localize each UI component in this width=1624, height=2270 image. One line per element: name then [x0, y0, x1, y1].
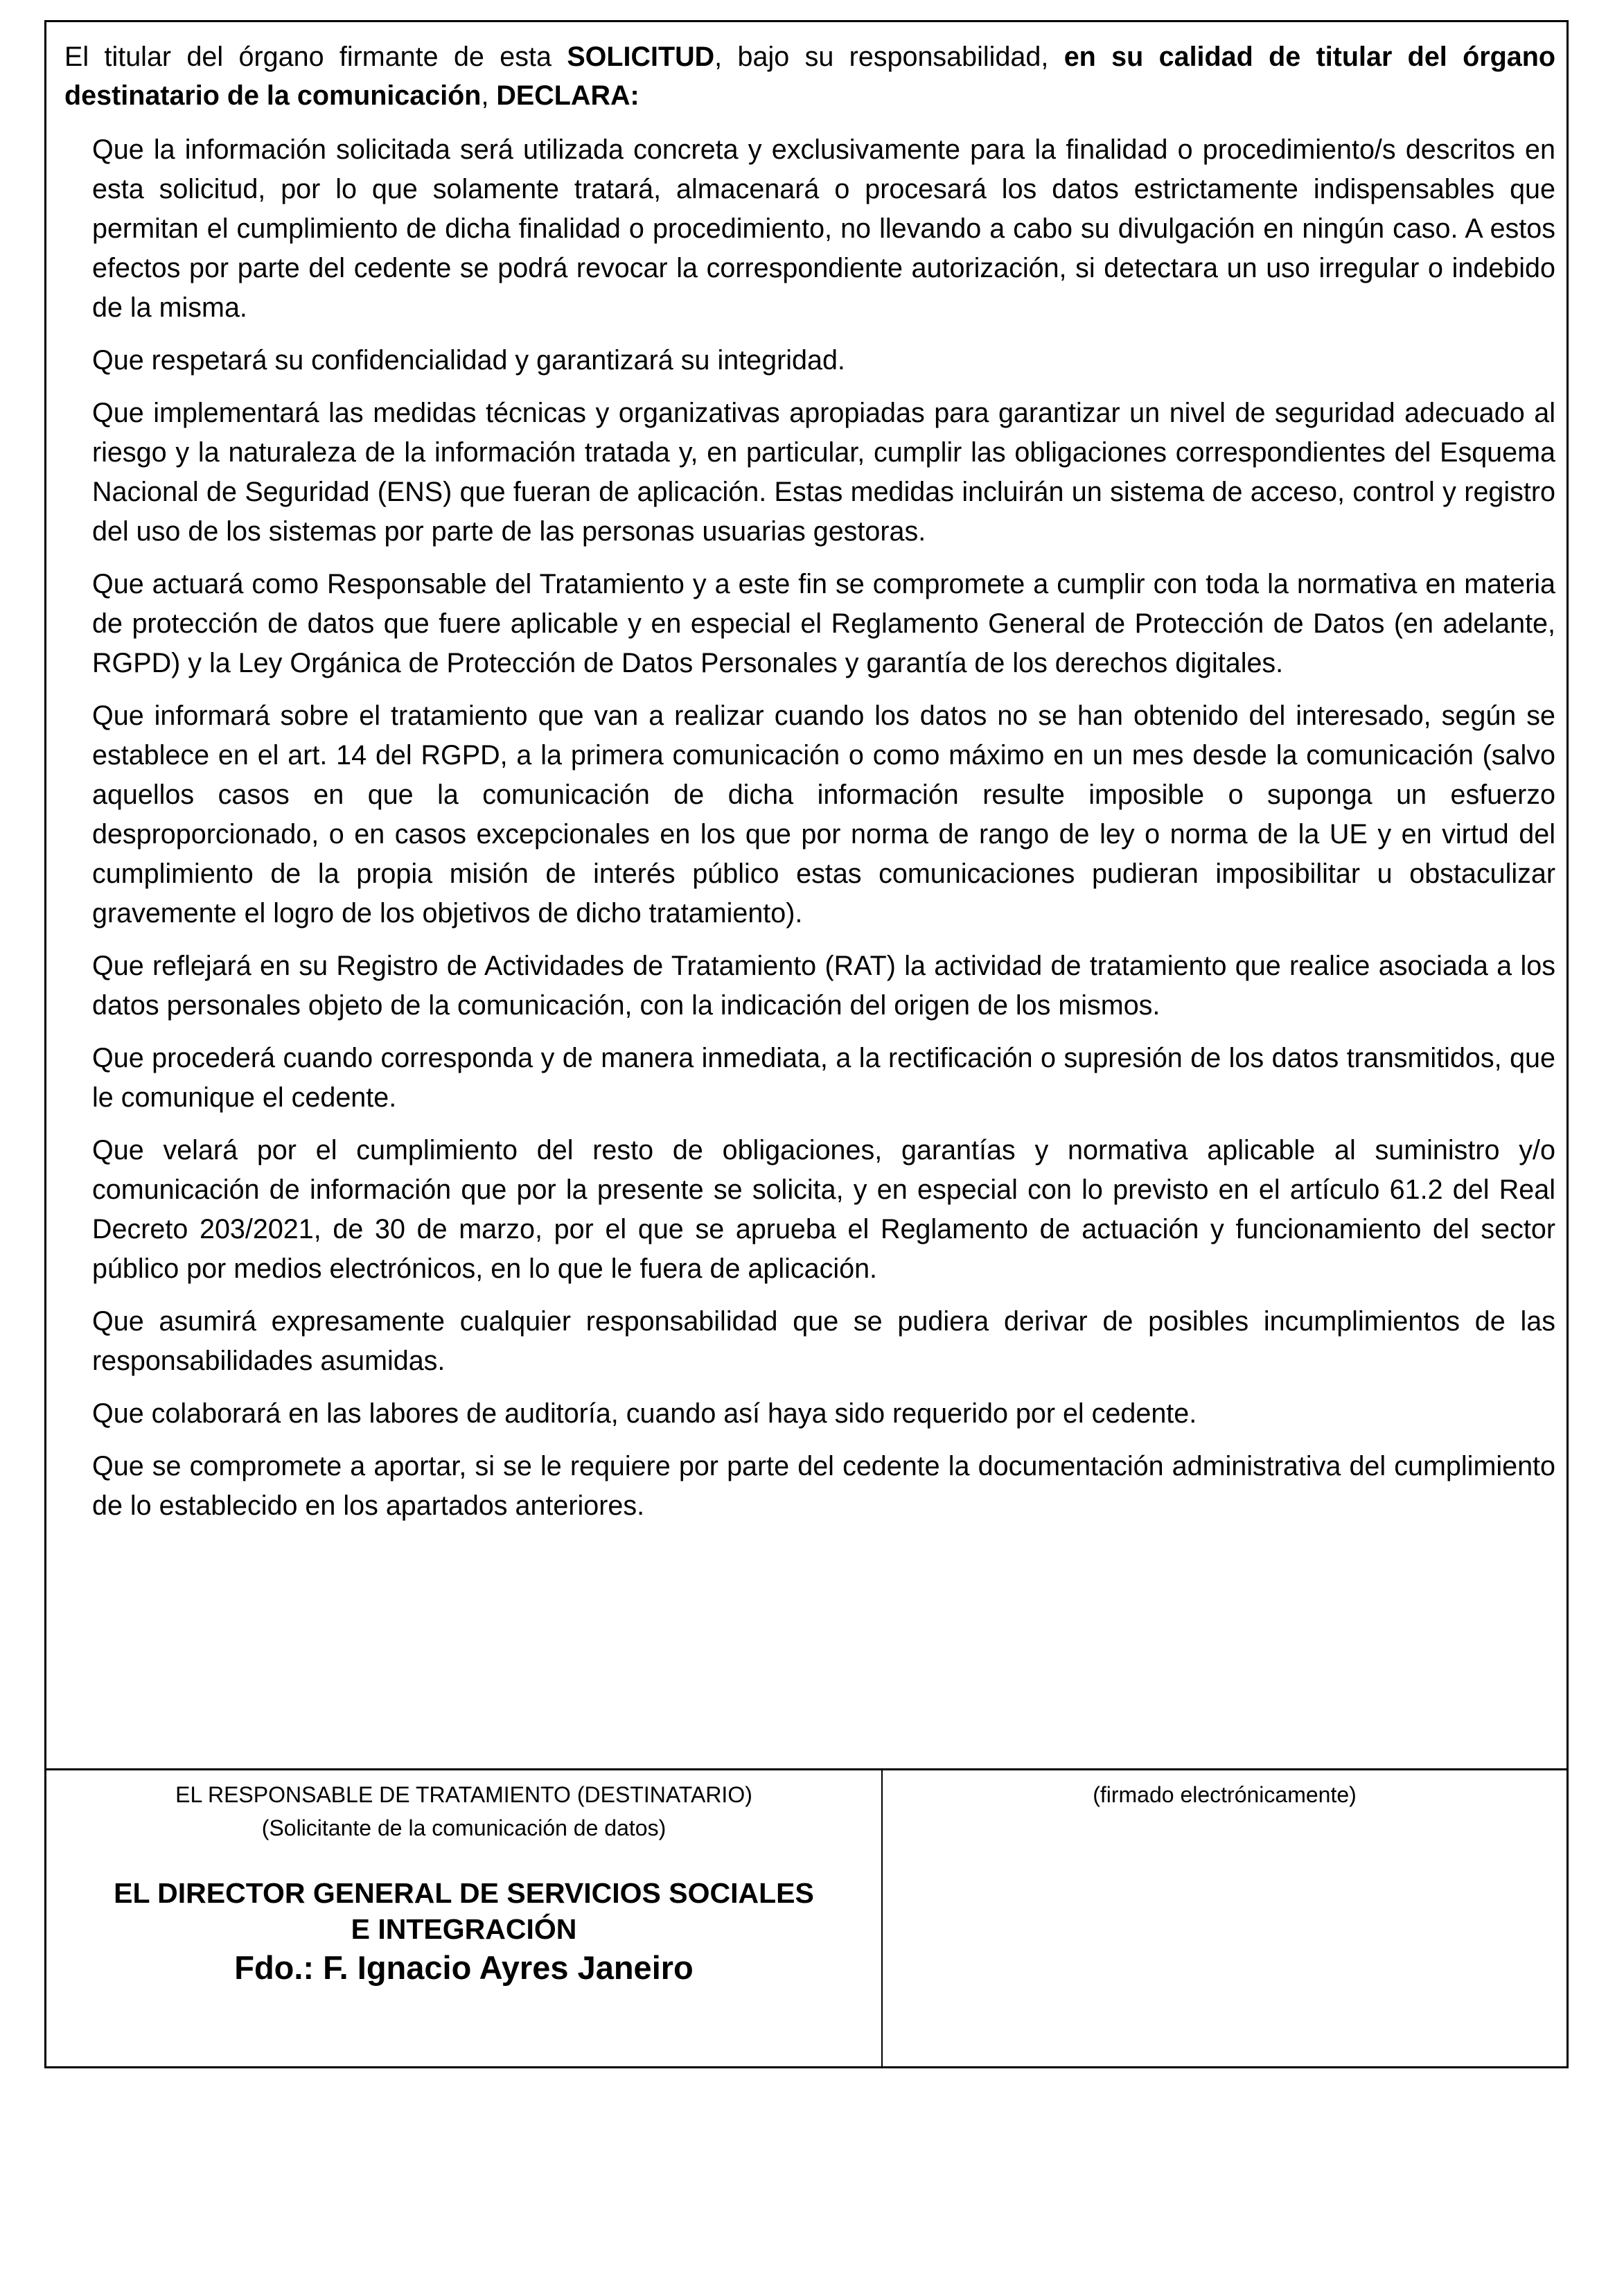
intro-text: El titular del órgano firmante de esta [64, 42, 567, 72]
intro-bold-solicitud: SOLICITUD [567, 42, 715, 72]
column-divider [881, 1770, 883, 2066]
declaration-paragraph: Que reflejará en su Registro de Actividades de Tratamiento (RAT) la actividad de tratamiento que realice asociada a los datos personales objeto de la comunicación, con la indicación del origen de los mismos. [92, 951, 1555, 1021]
signatory-role-line1: EL DIRECTOR GENERAL DE SERVICIOS SOCIALES [114, 1877, 814, 1909]
intro-bold-declara: DECLARA: [496, 80, 639, 111]
declaration-paragraph: Que implementará las medidas técnicas y organizativas apropiadas para garantizar un nivel de seguridad adecuado al riesgo y la naturaleza de la información tratada y, en particular, cumplir las obligaciones correspondientes del Esquema Nacional de Seguridad (ENS) que fueran de aplicación. Estas medidas incluirán un sistema de acceso, control y registro del uso de los sistemas por parte de las personas usuarias gestoras. [92, 398, 1555, 547]
declaration-paragraph: Que colaborará en las labores de auditoría, cuando así haya sido requerido por el cedente. [92, 1398, 1197, 1429]
declaration-paragraph: Que respetará su confidencialidad y garantizará su integridad. [92, 345, 845, 376]
signatory-heading: EL RESPONSABLE DE TRATAMIENTO (DESTINATARIO) [175, 1782, 752, 1807]
declaration-intro [64, 37, 1555, 115]
declaration-paragraph: Que la información solicitada será utilizada concreta y exclusivamente para la finalidad o procedimiento/s descritos en esta solicitud, por lo que solamente tratará, almacenará o procesará los datos estrictamente indispensables que permitan el cumplimiento de dicha finalidad o procedimiento, no llevando a cabo su divulgación en ningún caso. A estos efectos por parte del cedente se podrá revocar la correspondiente autorización, si detectara un uso irregular o indebido de la misma. [92, 134, 1555, 323]
declaration-body [46, 22, 1566, 1768]
signatory-block [46, 1770, 881, 1989]
declaration-paragraph: Que procederá cuando corresponda y de manera inmediata, a la rectificación o supresión de los datos transmitidos, que le comunique el cedente. [92, 1043, 1555, 1113]
declaration-paragraph: Que asumirá expresamente cualquier responsabilidad que se pudiera derivar de posibles incumplimientos de las responsabilidades asumidas. [92, 1306, 1555, 1376]
intro-text: , [481, 80, 497, 111]
signature-block [883, 1770, 1566, 1811]
signatory-subheading: (Solicitante de la comunicación de datos) [261, 1815, 667, 1840]
declaration-form [44, 20, 1569, 2068]
signatory-name: Fdo.: F. Ignacio Ayres Janeiro [234, 1949, 694, 1986]
declaration-paragraph: Que actuará como Responsable del Tratamiento y a este fin se compromete a cumplir con toda la normativa en materia de protección de datos que fuere aplicable y en especial el Reglamento General de Protección de Datos (en adelante, RGPD) y la Ley Orgánica de Protección de Datos Personales y garantía de los derechos digitales. [92, 569, 1555, 678]
intro-text: , bajo su responsabilidad, [714, 42, 1064, 72]
electronic-signature-note: (firmado electrónicamente) [1093, 1782, 1357, 1807]
signatory-role-line2: E INTEGRACIÓN [351, 1913, 577, 1945]
declaration-paragraph: Que informará sobre el tratamiento que van a realizar cuando los datos no se han obtenido del interesado, según se establece en el art. 14 del RGPD, a la primera comunicación o como máximo en un mes desde la comunicación (salvo aquellos casos en que la comunicación de dicha información resulte imposible o suponga un esfuerzo desproporcionado, o en casos excepcionales en los que por norma de rango de ley o norma de la UE y en virtud del cumplimiento de la propia misión de interés público estas comunicaciones pudieran imposibilitar u obstaculizar gravemente el logro de los objetivos de dicho tratamiento). [92, 701, 1555, 929]
intro-bold-capacity: en su calidad de titular del órgano destinatario de la comunicación [64, 42, 1555, 111]
declaration-paragraph: Que velará por el cumplimiento del resto de obligaciones, garantías y normativa aplicable al suministro y/o comunicación de información que por la presente se solicita, y en especial con lo previsto en el artículo 61.2 del Real Decreto 203/2021, de 30 de marzo, por el que se aprueba el Reglamento de actuación y funcionamiento del sector público por medios electrónicos, en lo que le fuera de aplicación. [92, 1135, 1555, 1284]
declaration-paragraph: Que se compromete a aportar, si se le requiere por parte del cedente la documentación administrativa del cumplimiento de lo establecido en los apartados anteriores. [92, 1451, 1555, 1521]
